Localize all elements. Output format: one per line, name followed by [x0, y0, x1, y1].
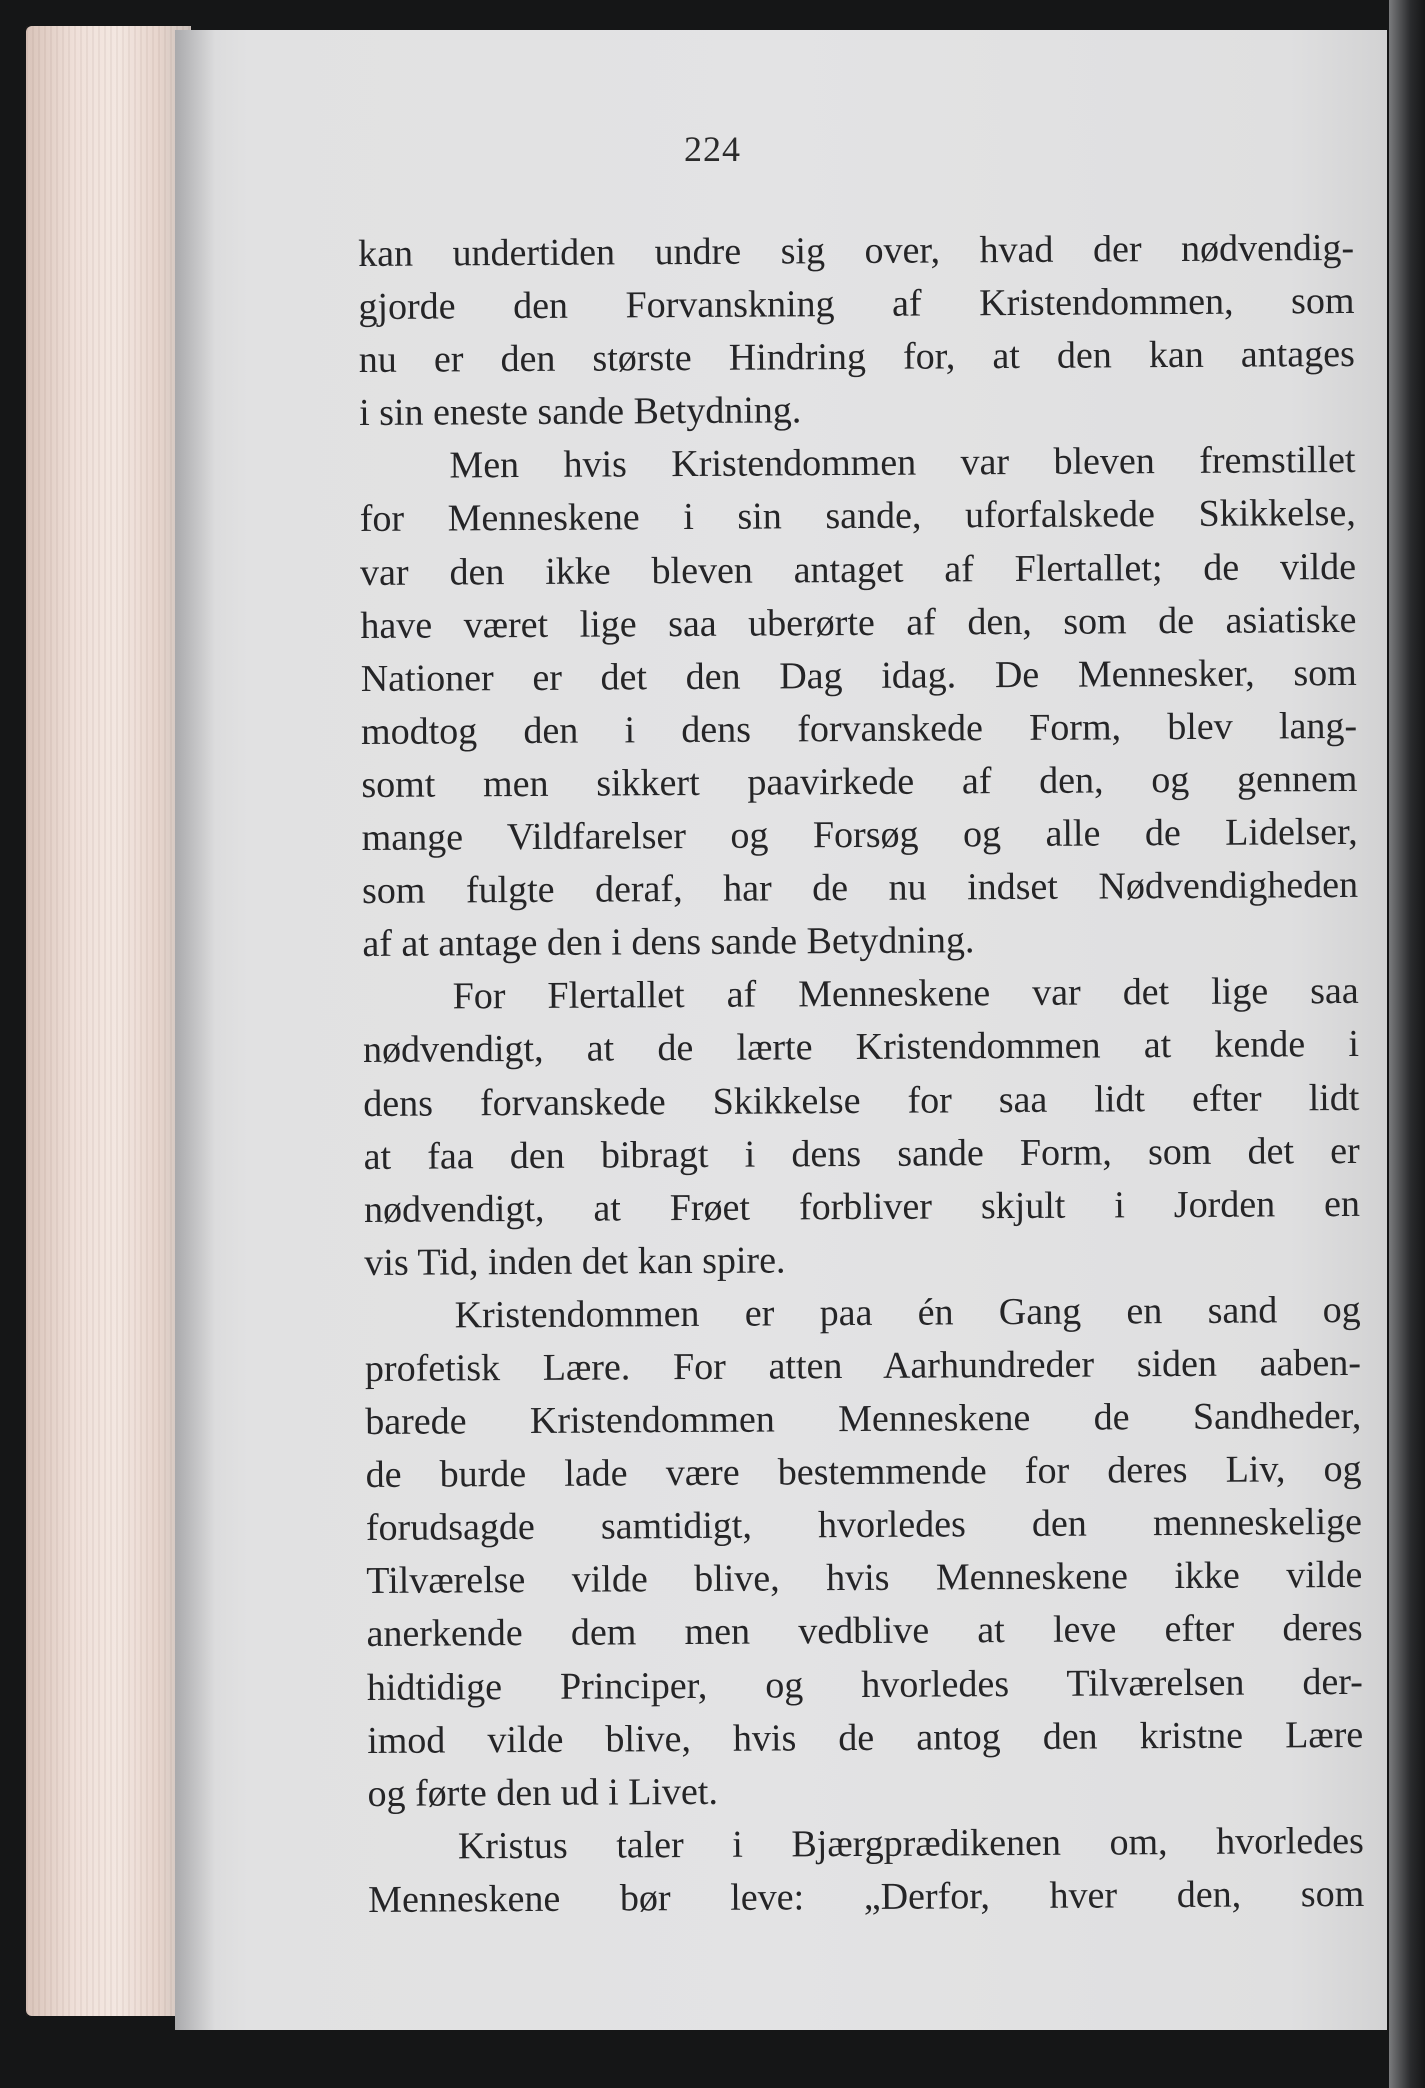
text-line: Kristendommen er paa én Gang en sand og [454, 1288, 1361, 1337]
text-line: kan undertiden undre sig over, hvad der nødvendig- [358, 226, 1355, 275]
text-line: Nationer er det den Dag idag. De Mennesker, som [360, 651, 1357, 700]
text-line: af at antage den i dens sande Betydning. [362, 919, 975, 966]
text-line: imod vilde blive, hvis de antog den kristne Lære [367, 1713, 1364, 1762]
text-line: modtog den i dens forvanskede Form, blev lang- [360, 704, 1358, 753]
page-edges [26, 26, 191, 2016]
text-line: Men hvis Kristendommen var bleven fremstillet [449, 439, 1356, 487]
text-line: Tilværelse vilde blive, hvis Menneskene ikke vilde [366, 1554, 1363, 1603]
text-line: forudsagde samtidigt, hvorledes den menneskelige [365, 1501, 1363, 1550]
text-line: hidtidige Principer, og hvorledes Tilværelsen der- [366, 1660, 1364, 1709]
text-line: de burde lade være bestemmende for deres Liv, og [365, 1448, 1362, 1497]
text-line: nødvendigt, at de lærte Kristendommen at kende i [362, 1023, 1360, 1072]
text-line: barede Kristendommen Menneskene de Sandheder, [365, 1394, 1362, 1444]
text-line: gjorde den Forvanskning af Kristendommen, som [358, 280, 1355, 329]
text-line: somt men sikkert paavirkede af den, og gennem [361, 757, 1358, 806]
text-line: have været lige saa uberørte af den, som de asiatiske [360, 598, 1357, 647]
text-line: dens forvanskede Skikkelse for saa lidt efter lidt [363, 1076, 1360, 1125]
body-text [358, 222, 1364, 1927]
text-line: anerkende dem men vedblive at leve efter deres [366, 1607, 1363, 1656]
right-edge-shadow [1389, 0, 1425, 2088]
text-line: i sin eneste sande Betydning. [359, 389, 802, 435]
text-line: nødvendigt, at Frøet forbliver skjult i Jorden en [363, 1182, 1361, 1231]
text-line: at faa den bibragt i dens sande Form, som det er [363, 1129, 1360, 1178]
text-line: som fulgte deraf, har de nu indset Nødvendigheden [361, 864, 1359, 913]
paragraph [358, 222, 1355, 440]
page-number: 224 [684, 129, 741, 169]
paragraph [368, 1815, 1365, 1927]
text-line: Kristus taler i Bjærgprædikenen om, hvorledes [457, 1819, 1364, 1868]
paragraph [364, 1284, 1363, 1821]
text-line: Menneskene bør leve: „Derfor, hver den, som [368, 1872, 1365, 1921]
text-line: vis Tid, inden det kan spire. [364, 1239, 786, 1284]
text-line: nu er den største Hindring for, at den kan antages [358, 333, 1355, 382]
text-line: var den ikke bleven antaget af Flertallet; de vilde [359, 545, 1357, 594]
text-line: profetisk Lære. For atten Aarhundreder siden aaben- [364, 1341, 1362, 1390]
binding-gutter [175, 30, 215, 2030]
text-line: mange Vildfarelser og Forsøg og alle de Lidelser, [361, 810, 1358, 860]
text-line: For Flertallet af Menneskene var det lige saa [452, 970, 1359, 1018]
paragraph [363, 965, 1361, 1290]
text-line: og førte den ud i Livet. [367, 1770, 719, 1815]
paragraph [359, 434, 1358, 971]
text-line: for Menneskene i sin sande, uforfalskede Skikkelse, [359, 492, 1356, 541]
